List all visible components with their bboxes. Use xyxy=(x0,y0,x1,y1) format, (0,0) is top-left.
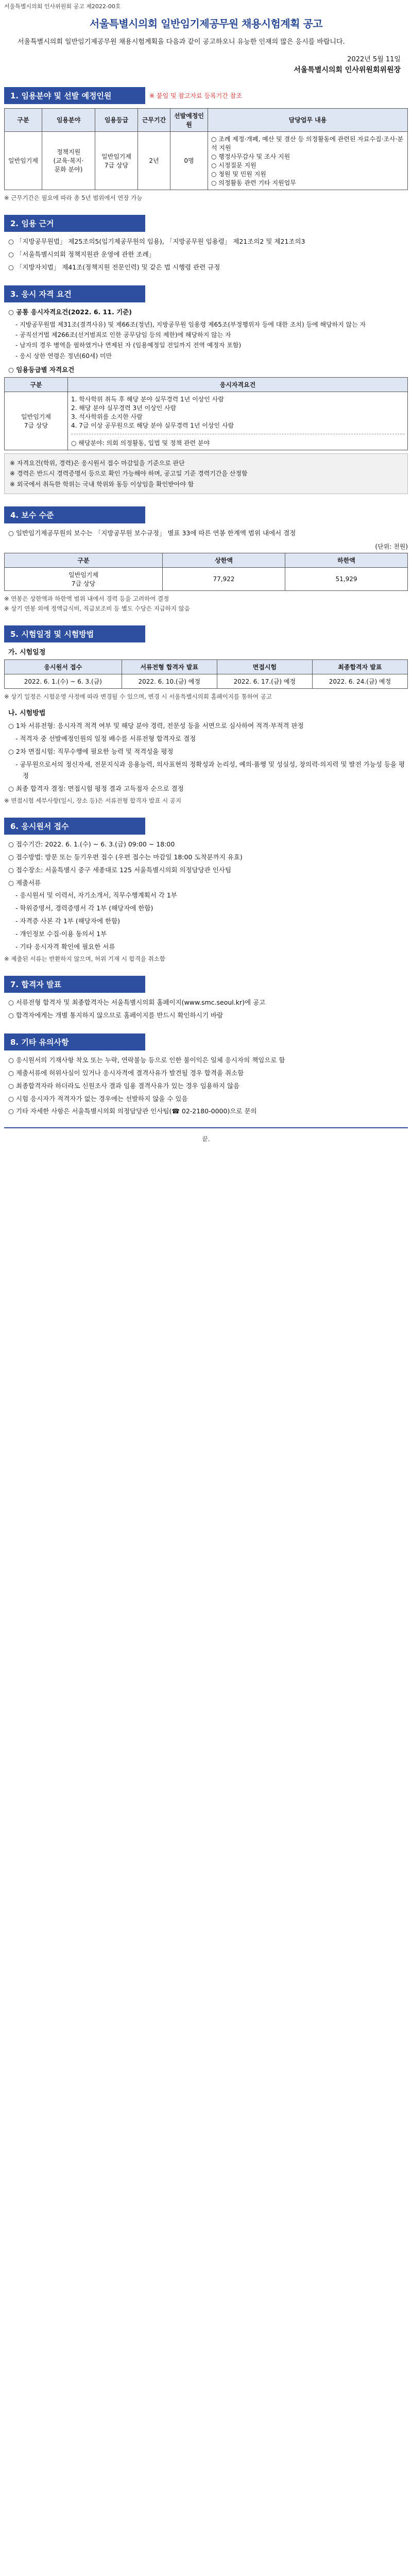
cell-apply: 2022. 6. 1.(수) ~ 6. 3.(금) xyxy=(5,674,122,688)
salary-table-caption: (단위: 천원) xyxy=(375,543,408,551)
list-item: ○ 접수장소: 서울특별시 중구 세종대로 125 서울특별시의회 의정담당관 인사팀 xyxy=(8,866,232,874)
section-2-header xyxy=(4,215,408,232)
req-item: 3. 석사학위를 소지한 사람 xyxy=(71,413,143,421)
table-row xyxy=(5,568,408,591)
section-6-header xyxy=(4,818,408,835)
cell-req-grade: 일반임기제 7급 상당 xyxy=(5,392,68,450)
col-field: 임용분야 xyxy=(42,108,95,131)
cell-period: 2년 xyxy=(138,131,170,190)
list-item: - 자격증 사본 각 1부 (해당자에 한함) xyxy=(15,917,121,925)
section-3-notes xyxy=(4,453,408,494)
section-8-list xyxy=(4,1055,408,1117)
list-item: ○ 제출서류 xyxy=(8,878,41,887)
list-item: - 응시 상한 연령은 정년(60세) 미만 xyxy=(15,352,112,360)
section-3-header xyxy=(4,285,408,302)
issuer-name: 서울특별시의회 인사위원회위원장 xyxy=(294,65,401,74)
schedule-note: ※ 상기 일정은 시험운영 사정에 따라 변경될 수 있으며, 변경 시 서울특별시의회 홈페이지를 통하여 공고 xyxy=(4,692,272,700)
list-item: - 개인정보 수집·이용 동의서 1부 xyxy=(15,930,107,938)
col-count: 선발예정인원 xyxy=(170,108,208,131)
list-item: ○ 시험 응시자가 적격자가 없는 경우에는 선발하지 않을 수 있음 xyxy=(8,1094,188,1103)
col-salary-type: 구분 xyxy=(5,553,163,568)
col-duties: 담당업무 내용 xyxy=(208,108,408,131)
cell-salary-max: 77,922 xyxy=(163,568,285,591)
notice-date: 2022년 5월 11일 xyxy=(347,55,401,63)
cell-salary-min: 51,929 xyxy=(285,568,408,591)
salary-notes xyxy=(4,594,408,613)
cell-count: 0명 xyxy=(170,131,208,190)
document-title: 서울특별시의회 일반임기제공무원 채용시험계획 공고 xyxy=(89,18,323,30)
req-item: 4. 7급 이상 공무원으로 해당 분야 실무경력 1년 이상인 사람 xyxy=(71,422,234,430)
section-2-list xyxy=(4,236,408,273)
col-doc-result: 서류전형 합격자 발표 xyxy=(122,659,217,674)
method-note: ※ 면접시험 세부사항(일시, 장소 등)은 서류전형 합격자 발표 시 공지 xyxy=(4,796,181,804)
footer-divider xyxy=(4,1127,408,1128)
section-8-header xyxy=(4,1033,408,1050)
section-5-header xyxy=(4,625,408,642)
cell-req-items xyxy=(68,392,408,450)
section-4-list xyxy=(4,528,408,539)
section-7-title: 7. 합격자 발표 xyxy=(4,976,145,993)
list-item: ○ 응시원서의 기재사항 착오 또는 누락, 연락불능 등으로 인한 불이익은 일체 응시자의 책임으로 함 xyxy=(8,1056,285,1064)
cell-final: 2022. 6. 24.(금) 예정 xyxy=(312,674,407,688)
list-item: - 지방공무원법 제31조(결격사유) 및 제66조(정년), 지방공무원 임용령 제65조(부정행위자 등에 대한 조치) 등에 해당하지 않는 자 xyxy=(15,320,366,328)
cell-salary-type: 일반임기제 7급 상당 xyxy=(5,568,163,591)
section-3-common xyxy=(4,307,408,318)
list-item: ○ 「서울특별시의회 정책지원관 운영에 관한 조례」 xyxy=(8,250,156,259)
col-grade: 임용등급 xyxy=(95,108,138,131)
section-3-req-intro xyxy=(4,364,408,376)
intro-paragraph: 서울특별시의회 일반임기제공무원 채용시험계획을 다음과 같이 공고하오니 유능한 인재의 많은 응시를 바랍니다. xyxy=(18,38,345,46)
section-3-title: 3. 응시 자격 요건 xyxy=(4,285,145,302)
section-1-footnote: ※ 근무기간은 필요에 따라 총 5년 범위에서 연장 가능 xyxy=(4,194,143,201)
list-item: ○ 2차 면접시험: 직무수행에 필요한 능력 및 적격성을 평정 xyxy=(8,748,174,756)
schedule-subheading: 가. 시험일정 xyxy=(8,648,46,656)
section-7-header xyxy=(4,976,408,993)
end-mark: 끝. xyxy=(202,1136,210,1143)
section-6-list xyxy=(4,839,408,953)
col-interview: 면접시험 xyxy=(217,659,312,674)
duty-item: ○ 시정질문 지원 xyxy=(211,161,256,169)
duty-item: ○ 조례 제정·개폐, 예산 및 결산 등 의정활동에 관련된 자료수집·조사·분석 지원 xyxy=(211,135,404,151)
cell-doc-result: 2022. 6. 10.(금) 예정 xyxy=(122,674,217,688)
section-4-header xyxy=(4,506,408,523)
note-item: ※ 외국에서 취득한 학위는 국내 학위와 동등 이상임을 확인받아야 함 xyxy=(10,480,194,488)
note-item: ※ 연봉은 상한액과 하한액 범위 내에서 경력 등을 고려하여 결정 xyxy=(4,595,169,603)
list-item: - 학위증명서, 경력증명서 각 1부 (해당자에 한함) xyxy=(15,904,153,912)
section-5-title: 5. 시험일정 및 시험방법 xyxy=(4,625,145,642)
col-salary-min: 하한액 xyxy=(285,553,408,568)
list-item: ○ 최종 합격자 결정: 면접시험 평정 결과 고득점자 순으로 결정 xyxy=(8,784,184,792)
list-item: - 공무원으로서의 정신자세, 전문지식과 응용능력, 의사표현의 정확성과 논리성, 예의·품행 및 성실성, 창의력·의지력 및 발전 가능성 등을 평정 xyxy=(15,760,405,779)
list-item: - 기타 응시자격 확인에 필요한 서류 xyxy=(15,942,115,951)
section-7-list xyxy=(4,997,408,1021)
req-item: 1. 학사학위 취득 후 해당 분야 실무경력 1년 이상인 사람 xyxy=(71,396,224,403)
list-item: - 적격자 중 선발예정인원의 일정 배수를 서류전형 합격자로 결정 xyxy=(15,735,196,743)
section-3-common-items xyxy=(15,319,408,362)
cell-duties xyxy=(208,131,408,190)
col-period: 근무기간 xyxy=(138,108,170,131)
list-item: ○ 일반임기제공무원의 보수는 「지방공무원 보수규정」 별표 33에 따른 연봉 한계액 범위 내에서 결정 xyxy=(8,529,296,537)
col-apply: 응시원서 접수 xyxy=(5,659,122,674)
section-1-note: ※ 붙임 및 참고자료 등록기간 참조 xyxy=(149,92,242,99)
list-item: ○ 공통 응시자격요건(2022. 6. 11. 기준) xyxy=(8,308,132,316)
cell-interview: 2022. 6. 17.(금) 예정 xyxy=(217,674,312,688)
recruit-table xyxy=(4,108,408,190)
table-row xyxy=(5,674,408,688)
col-req-type: 구분 xyxy=(5,378,68,392)
duty-item: ○ 행정사무감사 및 조사 지원 xyxy=(211,152,290,160)
section-1-title: 1. 임용분야 및 선발 예정인원 xyxy=(4,87,145,104)
note-item: ※ 자격요건(학위, 경력)은 응시원서 접수 마감일을 기준으로 판단 xyxy=(10,460,185,467)
list-item: ○ 1차 서류전형: 응시자격 적격 여부 및 해당 분야 경력, 전문성 등을 서면으로 심사하여 적격·부적격 판정 xyxy=(8,722,304,730)
section-1-header xyxy=(4,87,408,104)
list-item: ○ 접수방법: 방문 또는 등기우편 접수 (우편 접수는 마감일 18:00 도착분까지 유효) xyxy=(8,853,243,861)
notice-number: 서울특별시의회 인사위원회 공고 제2022-00호 xyxy=(4,3,121,10)
list-item: - 응시원서 및 이력서, 자기소개서, 직무수행계획서 각 1부 xyxy=(15,891,177,900)
col-type: 구분 xyxy=(5,108,42,131)
section-6-note: ※ 제출된 서류는 반환하지 않으며, 허위 기재 시 합격을 취소함 xyxy=(4,955,165,962)
list-item: ○ 임용등급별 자격요건 xyxy=(8,366,75,374)
list-item: ○ 기타 자세한 사항은 서울특별시의회 의정담당관 인사팀(☎ 02-2180-0000)으로 문의 xyxy=(8,1107,257,1115)
section-4-title: 4. 보수 수준 xyxy=(4,506,145,523)
col-salary-max: 상한액 xyxy=(163,553,285,568)
col-req-detail: 응시자격요건 xyxy=(68,378,408,392)
table-row xyxy=(5,131,408,190)
req-field: ○ 해당분야: 의회 의정활동, 입법 및 정책 관련 분야 xyxy=(71,439,210,447)
duty-item: ○ 의정활동 관련 기타 지원업무 xyxy=(211,179,296,187)
duty-item: ○ 청원 및 민원 지원 xyxy=(211,170,266,178)
cell-type: 일반임기제 xyxy=(5,131,42,190)
list-item: ○ 제출서류에 허위사실이 있거나 응시자격에 결격사유가 발견될 경우 합격을 취소함 xyxy=(8,1069,244,1077)
salary-table xyxy=(4,553,408,591)
cell-grade: 일반임기제 7급 상당 xyxy=(95,131,138,190)
section-2-title: 2. 임용 근거 xyxy=(4,215,145,232)
list-item: ○ 「지방공무원법」 제25조의5(임기제공무원의 임용), 「지방공무원 임용령」 제21조의2 및 제21조의3 xyxy=(8,238,305,246)
table-row xyxy=(5,392,408,450)
note-item: ※ 경력은 반드시 경력증명서 등으로 확인 가능해야 하며, 공고일 기준 경력기간을 산정함 xyxy=(10,470,248,478)
list-item: ○ 「지방자치법」 제41조(정책지원 전문인력) 및 같은 법 시행령 관련 규정 xyxy=(8,263,220,271)
list-item: ○ 접수기간: 2022. 6. 1.(수) ~ 6. 3.(금) 09:00 ~ 18:00 xyxy=(8,840,175,848)
note-item: ※ 상기 연봉 외에 정액급식비, 직급보조비 등 별도 수당은 지급하지 않음 xyxy=(4,604,190,612)
list-item: - 공직선거법 제266조(선거범죄로 인한 공무담임 등의 제한)에 해당하지 않는 자 xyxy=(15,331,231,339)
section-6-title: 6. 응시원서 접수 xyxy=(4,818,145,835)
method-subheading: 나. 시험방법 xyxy=(8,709,46,718)
schedule-table xyxy=(4,659,408,689)
list-item: ○ 최종합격자라 하더라도 신원조사 결과 임용 결격사유가 있는 경우 임용하지 않음 xyxy=(8,1081,240,1090)
section-8-title: 8. 기타 유의사항 xyxy=(4,1033,145,1050)
requirement-table xyxy=(4,377,408,450)
list-item: ○ 서류전형 합격자 및 최종합격자는 서울특별시의회 홈페이지(www.smc.seoul.kr)에 공고 xyxy=(8,998,266,1007)
list-item: ○ 합격자에게는 개별 통지하지 않으므로 홈페이지를 반드시 확인하시기 바람 xyxy=(8,1011,224,1020)
list-item: - 남자의 경우 병역을 필하였거나 면제된 자 (임용예정일 전일까지 전역 예정자 포함) xyxy=(15,342,242,349)
col-final: 최종합격자 발표 xyxy=(312,659,407,674)
cell-field: 정책지원 (교육·복지· 문화 분야) xyxy=(42,131,95,190)
method-list xyxy=(4,720,408,794)
req-item: 2. 해당 분야 실무경력 3년 이상인 사람 xyxy=(71,404,177,412)
